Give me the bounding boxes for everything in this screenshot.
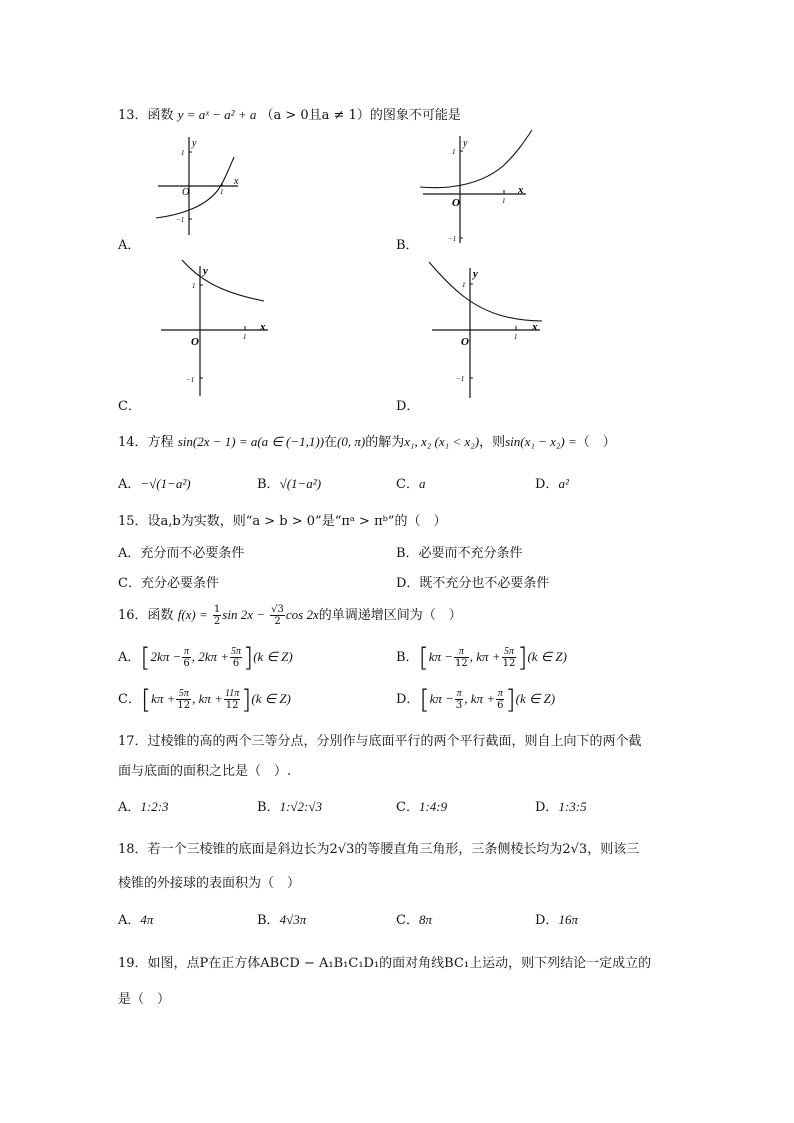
tick-label: −1 (448, 235, 457, 243)
term: cos 2x (285, 607, 319, 622)
question-17-line2: 面与底面的面积之比是（ ）. (118, 764, 292, 779)
question-number: 16． (118, 608, 148, 623)
term: sin 2x − (222, 607, 265, 622)
option-d: D．1:3:5 (535, 799, 587, 815)
tick-label: 1 (192, 282, 196, 290)
tick-label: 1 (462, 281, 466, 289)
option-a: A．1:2:3 (118, 799, 169, 815)
question-18-line1: 18．若一个三棱锥的底面是斜边长为2√3的等腰直角三角形，三条侧棱长均为2√3，则该三 (118, 842, 640, 857)
option-b: B．必要而不充分条件 (396, 546, 523, 561)
tick-label: 1 (514, 333, 518, 341)
option-a: A．−√(1−a²) (118, 476, 191, 492)
option-d: D．既不充分也不必要条件 (396, 576, 550, 591)
fraction: $\frac{√3}{2}$ (271, 604, 284, 627)
question-number: 13． (118, 108, 148, 123)
y-axis-label: y (463, 138, 468, 149)
option-b: B．[kπ − $\frac{\pi}{12}$ , kπ + $\frac{5\pi}{12}$ ](k ∈ Z) (396, 642, 567, 673)
graph-c-letter: C． (118, 399, 141, 414)
tick-label: 1 (452, 148, 456, 156)
equation: sin(2x − 1) = a(a ∈ (−1,1)) (177, 434, 325, 449)
graph-b-letter: B． (396, 238, 419, 253)
question-19-line1: 19．如图，点P在正方体ABCD − A₁B₁C₁D₁的面对角线BC₁上运动，则下列结论一定成立的 (118, 956, 652, 971)
y-axis-label: y (192, 138, 197, 149)
x-axis-label: x (532, 321, 538, 333)
tick-label: −1 (186, 376, 195, 384)
question-15-stem (118, 510, 446, 529)
option-c: C．充分必要条件 (118, 576, 219, 591)
option-c: C．8π (396, 912, 432, 928)
stem-text: 设a,b为实数，则“a > b > 0”是“πᵃ > πᵇ”的（ ） (147, 514, 447, 529)
tick-label: 1 (502, 197, 506, 205)
option-d: D．[kπ − $\frac{\pi}{3}$ , kπ + $\frac{\pi}{6}$ ](k ∈ Z) (396, 684, 556, 715)
option-b: B．√(1−a²) (257, 476, 322, 492)
stem-text: 函数 (147, 108, 174, 123)
stem-text: 的图象不可能是 (369, 108, 461, 123)
question-18-line2: 棱锥的外接球的表面积为（ ） (118, 876, 301, 891)
tick-label: 1 (181, 149, 185, 157)
origin-label: O (461, 336, 469, 348)
question-14-stem (118, 431, 616, 450)
origin-label: O (452, 197, 460, 209)
solutions: x₁, x₂ (x₁ < x₂) (404, 434, 480, 449)
condition: （a > 0且a ≠ 1） (260, 108, 370, 123)
graph-a (150, 135, 250, 240)
option-d: D．16π (535, 912, 578, 928)
tick-label: −1 (456, 375, 465, 383)
y-axis-label: y (473, 268, 478, 280)
graph-d (428, 260, 553, 400)
stem-text: 函数 (147, 608, 174, 623)
graph-a-letter: A． (118, 238, 141, 253)
question-19-line2: 是（ ） (118, 992, 171, 1007)
option-c: C．[kπ + $\frac{5\pi}{12}$ , kπ + $\frac{11\pi}{12}$ ](k ∈ Z) (118, 684, 291, 715)
x-axis-label: x (260, 321, 266, 333)
question-number: 14． (118, 435, 148, 450)
question-number: 15． (118, 514, 148, 529)
option-a: A．4π (118, 912, 154, 928)
graph-c (158, 258, 278, 398)
option-a: A．[2kπ − $\frac{\pi}{6}$ , 2kπ + $\frac{5\pi}{6}$ ](k ∈ Z) (118, 642, 293, 673)
graph-b (418, 128, 543, 246)
answer-paren: （ ） (576, 435, 616, 450)
option-b: B．1:√2:√3 (257, 799, 322, 815)
origin-label: O (182, 187, 190, 198)
stem-text: 的单调递增区间为（ ） (318, 608, 462, 623)
option-c: C．a (396, 476, 426, 492)
option-d: D．a² (535, 476, 569, 492)
x-axis-label: x (518, 184, 524, 196)
x-axis-label: x (234, 176, 239, 187)
function-formula: y = aˣ − a² + a (177, 107, 257, 122)
stem-text: ，则 (479, 435, 506, 450)
fx: f(x) = (177, 607, 208, 622)
question-16-stem (118, 604, 462, 627)
interval: (0, π) (337, 434, 366, 449)
tick-label: −1 (176, 216, 185, 224)
origin-label: O (191, 336, 199, 348)
fraction: $\frac{1}{2}$ (213, 604, 221, 627)
stem-text: 方程 (147, 435, 174, 450)
expression: sin(x₁ − x₂) = (505, 434, 577, 449)
option-b: B．4√3π (257, 912, 307, 928)
question-17-line1: 17．过棱锥的高的两个三等分点，分别作与底面平行的两个平行截面，则自上向下的两个截 (118, 734, 642, 749)
graph-d-letter: D． (396, 399, 420, 414)
stem-text: 在 (324, 435, 338, 450)
tick-label: 1 (220, 188, 224, 196)
option-c: C．1:4:9 (396, 799, 448, 815)
tick-label: 1 (243, 333, 247, 341)
option-a: A．充分而不必要条件 (118, 546, 245, 561)
stem-text: 的解为 (365, 435, 405, 450)
y-axis-label: y (203, 265, 208, 277)
question-13-stem (118, 104, 461, 123)
